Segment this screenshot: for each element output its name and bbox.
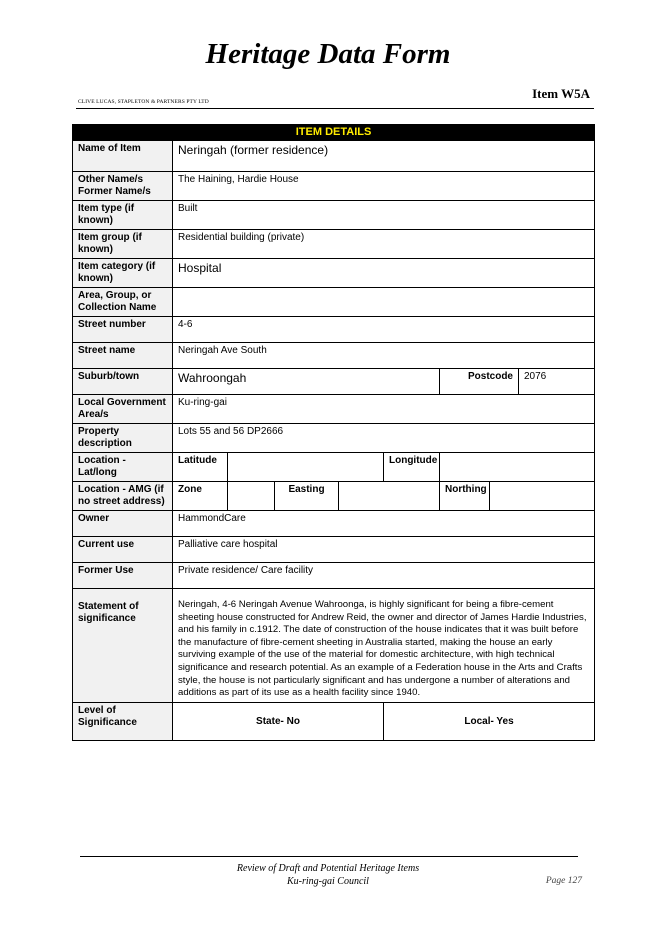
item-category-value: Hospital xyxy=(173,259,595,288)
latitude-label: Latitude xyxy=(173,453,228,482)
owner-value: HammondCare xyxy=(173,511,595,537)
item-category-label: Item category (if known) xyxy=(73,259,173,288)
suburb-value: Wahroongah xyxy=(173,369,440,395)
zone-value xyxy=(228,482,275,511)
location-amg-label: Location - AMG (if no street address) xyxy=(73,482,173,511)
latitude-value xyxy=(228,453,384,482)
street-name-label: Street name xyxy=(73,343,173,369)
page-title: Heritage Data Form xyxy=(205,38,451,70)
item-group-label: Item group (if known) xyxy=(73,230,173,259)
easting-label: Easting xyxy=(275,482,339,511)
footer-divider xyxy=(80,856,578,857)
item-reference: Item W5A xyxy=(532,86,590,101)
longitude-value xyxy=(440,453,595,482)
significance-label: Statement of significance xyxy=(73,589,173,703)
northing-value xyxy=(490,482,595,511)
street-number-label: Street number xyxy=(73,317,173,343)
easting-value xyxy=(339,482,440,511)
location-latlong-label: Location - Lat/long xyxy=(73,453,173,482)
longitude-label: Longitude xyxy=(384,453,440,482)
property-label: Property description xyxy=(73,424,173,453)
other-names-label: Other Name/s Former Name/s xyxy=(73,172,173,201)
section-header: ITEM DETAILS xyxy=(73,125,595,141)
item-group-value: Residential building (private) xyxy=(173,230,595,259)
name-of-item-label: Name of Item xyxy=(73,141,173,172)
area-group-label: Area, Group, or Collection Name xyxy=(73,288,173,317)
page-number: Page 127 xyxy=(545,876,582,886)
northing-label: Northing xyxy=(440,482,490,511)
footer-council: Ku-ring-gai Council xyxy=(287,876,369,887)
current-use-label: Current use xyxy=(73,537,173,563)
level-state: State- No xyxy=(173,703,384,741)
street-name-value: Neringah Ave South xyxy=(173,343,595,369)
zone-label: Zone xyxy=(173,482,228,511)
item-type-label: Item type (if known) xyxy=(73,201,173,230)
name-of-item-value: Neringah (former residence) xyxy=(173,141,595,172)
footer-report-title: Review of Draft and Potential Heritage Items xyxy=(236,863,420,874)
postcode-label: Postcode xyxy=(440,369,519,395)
property-value: Lots 55 and 56 DP2666 xyxy=(173,424,595,453)
company-name: CLIVE LUCAS, STAPLETON & PARTNERS PTY LTD xyxy=(78,99,209,105)
former-use-label: Former Use xyxy=(73,563,173,589)
suburb-label: Suburb/town xyxy=(73,369,173,395)
area-group-value xyxy=(173,288,595,317)
lga-label: Local Government Area/s xyxy=(73,395,173,424)
item-details-table xyxy=(72,124,595,741)
current-use-value: Palliative care hospital xyxy=(173,537,595,563)
level-local: Local- Yes xyxy=(384,703,595,741)
level-label: Level of Significance xyxy=(73,703,173,741)
other-names-value: The Haining, Hardie House xyxy=(173,172,595,201)
postcode-value: 2076 xyxy=(519,369,595,395)
header-divider xyxy=(76,108,594,109)
lga-value: Ku-ring-gai xyxy=(173,395,595,424)
owner-label: Owner xyxy=(73,511,173,537)
street-number-value: 4-6 xyxy=(173,317,595,343)
former-use-value: Private residence/ Care facility xyxy=(173,563,595,589)
item-type-value: Built xyxy=(173,201,595,230)
significance-value: Neringah, 4-6 Neringah Avenue Wahroonga, is highly significant for being a fibre-cement sheeting house constructed for Andrew Reid, the owner and director of James Hardie Industries, and his family in c.1912. The date of construction of the house indicates that it was built before the manufacture of fibre-cement sheeting in Australia started, making the house an early surviving example of the use of the material for domestic architecture, with high technical significance and research potential. As an example of a Federation house in the Arts and Crafts style, the house is not particularly significant and has undergone a number of alterations and additions as part of its use as a health facility since 1940. xyxy=(173,589,595,703)
